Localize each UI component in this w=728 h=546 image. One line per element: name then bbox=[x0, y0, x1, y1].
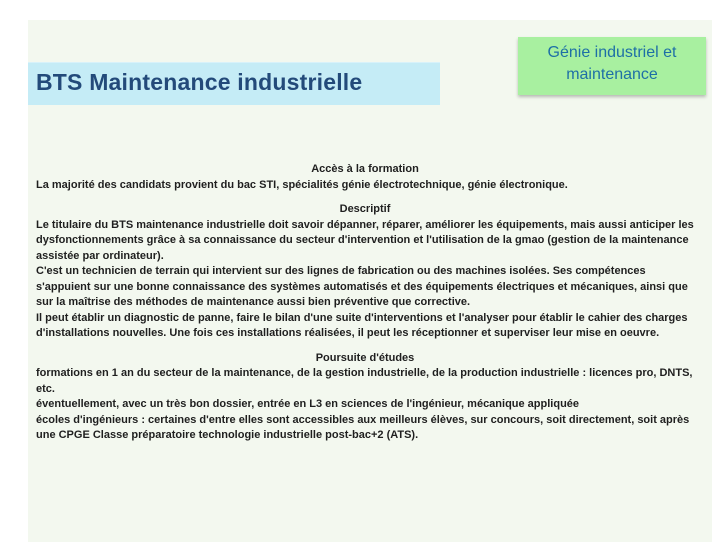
section-heading-poursuite: Poursuite d'études bbox=[315, 351, 415, 364]
paragraph: C'est un technicien de terrain qui intervient sur des lignes de fabrication ou des machines isolées. Ses compétences s'appuient sur une bonne connaissance des systèmes automatisés et des équipements électriques et mécaniques, ainsi que sur la maîtrise des méthodes de maintenance aussi bien préventive que corrective. bbox=[36, 265, 688, 308]
paragraph: La majorité des candidats provient du bac STI, spécialités génie électrotechnique, génie électronique. bbox=[36, 178, 568, 191]
section-heading-acces: Accès à la formation bbox=[311, 163, 419, 175]
content-body bbox=[36, 162, 694, 444]
paragraph: formations en 1 an du secteur de la maintenance, de la gestion industrielle, de la production industrielle : licences pro, DNTS, etc. bbox=[36, 367, 693, 395]
paragraph: écoles d'ingénieurs : certaines d'entre elles sont accessibles aux meilleurs élèves, sur concours, soit directement, soit après une CPGE Classe préparatoire technologie industrielle post-bac+2 (ATS). bbox=[36, 413, 690, 441]
paragraph: éventuellement, avec un très bon dossier, entrée en L3 en sciences de l'ingénieur, mécanique appliquée bbox=[36, 398, 580, 410]
paragraph: Il peut établir un diagnostic de panne, faire le bilan d'une suite d'interventions et l'analyser pour établir le cahier des charges d'installations nouvelles. Une fois ces installations réalisées, il peut les réceptionner et superviser leur mise en oeuvre. bbox=[36, 311, 688, 339]
title-banner bbox=[28, 62, 440, 105]
section-heading-descriptif: Descriptif bbox=[339, 203, 391, 215]
page-subtitle: Génie industriel et maintenance bbox=[547, 44, 677, 83]
paragraph: Le titulaire du BTS maintenance industrielle doit savoir dépanner, réparer, améliorer les équipements, mais aussi anticiper les dysfonctionnements grâce à sa connaissance du secteur d'intervention et l'utilisation de la gmao (gestion de la maintenance assistée par ordinateur). bbox=[36, 218, 694, 262]
subtitle-banner bbox=[518, 37, 706, 95]
page-title: BTS Maintenance industrielle bbox=[36, 69, 363, 95]
